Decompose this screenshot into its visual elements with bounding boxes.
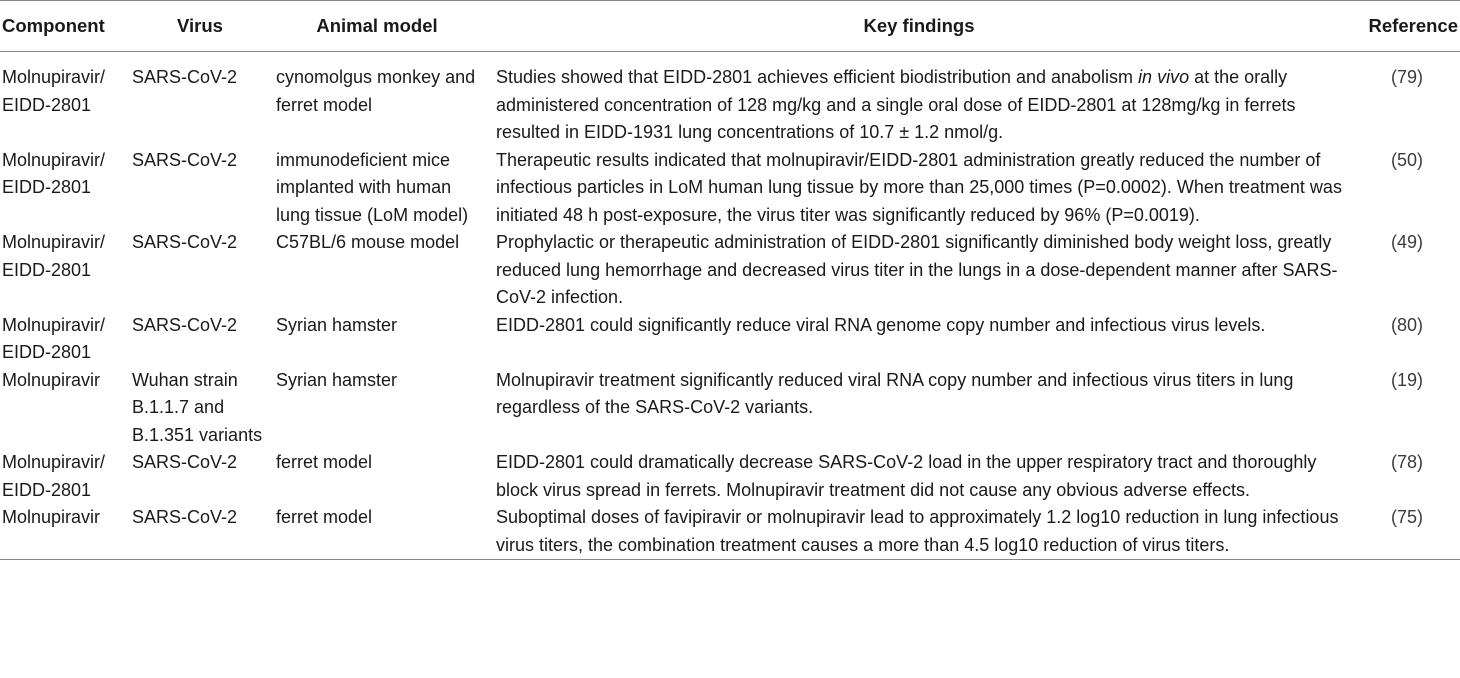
cell-animal-model: ferret model: [276, 452, 373, 472]
cell-reference: (78): [1390, 452, 1423, 472]
cell-animal-model: immunodeficient mice implanted with human lung tissue (LoM model): [276, 149, 469, 225]
findings-text: Studies showed that EIDD-2801 achieves efficient biodistribution and anabolism: [496, 67, 1139, 87]
table-row: [0, 504, 1460, 560]
cell-key-findings: Therapeutic results indicated that molnupiravir/EIDD-2801 administration greatly reduced the number of infectious particles in LoM human lung tissue by more than 25,000 times (P=0.0002). When treatment was initiated 48 h post-exposure, the virus titer was significantly reduced by 96% (P=0.0019).: [496, 149, 1342, 225]
table-header: [0, 1, 1460, 52]
cell-component: Molnupiravir/ EIDD-2801: [2, 314, 106, 362]
cell-key-findings: Prophylactic or therapeutic administration of EIDD-2801 significantly diminished body weight loss, greatly reduced lung hemorrhage and decreased virus titer in the lungs in a dose-dependent manner after SARS-CoV-2 infection.: [496, 232, 1338, 307]
header-virus: Virus: [177, 15, 223, 37]
cell-key-findings: Molnupiravir treatment significantly reduced viral RNA copy number and infectious virus titers in lung regardless of the SARS-CoV-2 variants.: [496, 369, 1294, 417]
cell-virus: SARS-CoV-2: [132, 67, 238, 87]
cell-key-findings: EIDD-2801 could dramatically decrease SARS-CoV-2 load in the upper respiratory tract and thoroughly block virus spread in ferrets. Molnupiravir treatment did not cause any obvious adverse effects.: [496, 452, 1317, 500]
cell-animal-model: C57BL/6 mouse model: [276, 232, 460, 252]
cell-reference: (19): [1390, 369, 1423, 390]
cell-component: Molnupiravir/ EIDD-2801: [2, 452, 106, 500]
cell-component: Molnupiravir: [2, 507, 101, 527]
cell-reference: (79): [1390, 67, 1423, 87]
cell-virus: SARS-CoV-2: [132, 232, 238, 252]
cell-reference: (49): [1390, 232, 1423, 252]
findings-italic-text: in vivo: [1138, 67, 1190, 87]
table-row: [0, 229, 1460, 312]
cell-key-findings: Suboptimal doses of favipiravir or molnupiravir lead to approximately 1.2 log10 reduction in lung infectious virus titers, the combination treatment causes a more than 4.5 log10 reduction of virus titers.: [496, 507, 1339, 555]
cell-animal-model: ferret model: [276, 507, 373, 527]
table-body: [0, 52, 1460, 560]
header-row: [0, 1, 1460, 52]
findings-text: at the orally administered concentration of 128 mg/kg and a single oral dose of EIDD-2801 at 128mg/kg in ferrets resulted in EIDD-1931 lung concentrations of 10.7 ± 1.2 nmol/g.: [496, 67, 1296, 142]
cell-key-findings: [482, 52, 1354, 147]
cell-virus: SARS-CoV-2: [132, 507, 238, 527]
cell-virus: SARS-CoV-2: [132, 314, 238, 335]
cell-virus: SARS-CoV-2: [132, 452, 238, 472]
table-row: [0, 147, 1460, 230]
cell-component: Molnupiravir/ EIDD-2801: [2, 67, 106, 115]
cell-key-findings: EIDD-2801 could significantly reduce viral RNA genome copy number and infectious virus levels.: [496, 314, 1266, 335]
table-row: [0, 449, 1460, 504]
cell-component: Molnupiravir/ EIDD-2801: [2, 149, 106, 197]
header-reference: Reference: [1368, 15, 1458, 37]
cell-animal-model: Syrian hamster: [276, 369, 398, 390]
table-row: [0, 52, 1460, 147]
header-component: Component: [2, 15, 105, 37]
cell-virus: SARS-CoV-2: [132, 149, 238, 170]
cell-virus: Wuhan strain B.1.1.7 and B.1.351 variants: [132, 369, 263, 445]
cell-animal-model: cynomolgus monkey and ferret model: [276, 67, 476, 115]
table-row: [0, 312, 1460, 367]
cell-reference: (50): [1390, 149, 1423, 170]
header-animal-model: Animal model: [316, 15, 438, 37]
header-key-findings: Key findings: [863, 15, 975, 37]
cell-reference: (75): [1390, 507, 1423, 527]
cell-component: Molnupiravir/ EIDD-2801: [2, 232, 106, 280]
cell-component: Molnupiravir: [2, 369, 101, 390]
cell-reference: (80): [1390, 314, 1423, 335]
table-row: [0, 367, 1460, 450]
cell-animal-model: Syrian hamster: [276, 314, 398, 335]
